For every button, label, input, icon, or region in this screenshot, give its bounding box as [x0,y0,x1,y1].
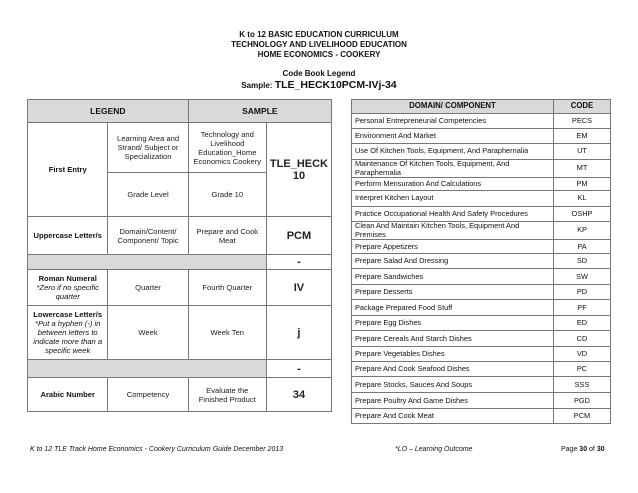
domain-code: PD [554,285,611,300]
code-column-header: CODE [554,100,611,114]
domain-table [351,99,611,424]
domain-name: Prepare Egg Dishes [352,316,554,331]
footer-doc-title: K to 12 TLE Track Home Economics - Cookery Curriculum Guide December 2013 [30,446,284,453]
page-current: 30 [579,446,588,453]
uppercase-label: Uppercase Letter/s [28,217,108,255]
sample-code: TLE_HECK10PCM-IVj-34 [274,79,397,91]
domain-row [352,377,611,393]
domain-cell: Domain/Content/ Component/ Topic [108,217,188,255]
code-book-title: Code Book Legend [282,69,356,78]
roman-numeral-note: *Zero if no specific quarter [36,283,99,301]
specialization-title: HOME ECONOMICS - COOKERY [257,50,381,59]
domain-column-header: DOMAIN/ COMPONENT [352,100,554,114]
domain-code: PF [554,300,611,316]
domain-name: Use Of Kitchen Tools, Equipment, And Paraphernalia [352,144,554,160]
sample-label: Sample: [241,81,275,90]
domain-name: Practice Occupational Health And Safety Procedures [352,207,554,222]
curriculum-title: K to 12 BASIC EDUCATION CURRICULUM [239,30,399,39]
hyphen-separator-2: - [266,360,331,378]
domain-code: PGD [554,393,611,409]
domain-name: Prepare Desserts [352,285,554,300]
footer-lo-note: *LO – Learning Outcome [395,446,473,453]
domain-row [352,240,611,254]
domain-name: Package Prepared Food Stuff [352,300,554,316]
sample-header: SAMPLE [188,100,331,123]
domain-code: VD [554,347,611,362]
competency-code: 34 [266,378,331,412]
learning-area-cell: Learning Area and Strand/ Subject or Specialization [108,123,188,173]
roman-numeral-label [28,270,108,306]
hyphen-separator: - [266,255,331,270]
page-of: of [587,446,597,453]
first-entry-label: First Entry [28,123,108,217]
separator-row [28,255,267,270]
quarter-code: IV [266,270,331,306]
lowercase-label [28,306,108,360]
domain-code: PCM [266,217,331,255]
domain-row [352,178,611,191]
domain-code: MT [554,160,611,178]
arabic-number-label: Arabic Number [28,378,108,412]
domain-row [352,347,611,362]
page-prefix: Page [561,446,580,453]
domain-name: Interpret Kitchen Layout [352,191,554,207]
quarter-sample: Fourth Quarter [188,270,266,306]
domain-name: Prepare Poultry And Game Dishes [352,393,554,409]
domain-code: SD [554,254,611,269]
domain-row [352,207,611,222]
domain-row [352,285,611,300]
domain-code: KP [554,222,611,240]
domain-code: EM [554,129,611,144]
domain-code: PECS [554,114,611,129]
domain-row [352,269,611,285]
legend-table [27,99,332,412]
domain-row [352,409,611,424]
domain-name: Environment And Market [352,129,554,144]
page-number [561,445,605,454]
domain-code: CD [554,331,611,347]
legend-header: LEGEND [28,100,189,123]
domain-code: OSHP [554,207,611,222]
roman-numeral-title: Roman Numeral [38,274,97,283]
domain-name: Prepare And Cook Seafood Dishes [352,362,554,377]
domain-row [352,160,611,178]
domain-name: Prepare Stocks, Sauces And Soups [352,377,554,393]
domain-name: Perform Mensuration And Calculations [352,178,554,191]
domain-name: Prepare Cereals And Starch Dishes [352,331,554,347]
week-cell: Week [108,306,188,360]
domain-row [352,114,611,129]
domain-row [352,191,611,207]
domain-name: Prepare Appetizers [352,240,554,254]
subject-title: TECHNOLOGY AND LIVELIHOOD EDUCATION [231,40,407,49]
week-code: j [266,306,331,360]
lowercase-note: *Put a hyphen (-) in between letters to indicate more than a specific week [33,319,103,355]
domain-name: Personal Entrepreneurial Competencies [352,114,554,129]
first-entry-code: TLE_HECK 10 [266,123,331,217]
domain-code: ED [554,316,611,331]
domain-row [352,316,611,331]
grade-level-cell: Grade Level [108,173,188,217]
domain-row [352,393,611,409]
domain-row [352,254,611,269]
domain-code: SSS [554,377,611,393]
grade-sample: Grade 10 [188,173,266,217]
domain-name: Maintenance Of Kitchen Tools, Equipment, And Paraphernalia [352,160,554,178]
domain-code: KL [554,191,611,207]
competency-cell: Competency [108,378,188,412]
domain-code: UT [554,144,611,160]
domain-row [352,144,611,160]
domain-name: Prepare Salad And Dressing [352,254,554,269]
domain-row [352,222,611,240]
domain-code: PA [554,240,611,254]
domain-name: Clean And Maintain Kitchen Tools, Equipment And Premises [352,222,554,240]
learning-area-sample: Technology and Livelihood Education_Home Economics Cookery [188,123,266,173]
domain-name: Prepare Vegetables Dishes [352,347,554,362]
domain-name: Prepare And Cook Meat [352,409,554,424]
page-total: 30 [596,446,605,453]
competency-sample: Evaluate the Finished Product [188,378,266,412]
week-sample: Week Ten [188,306,266,360]
quarter-cell: Quarter [108,270,188,306]
domain-row [352,362,611,377]
domain-code: PC [554,362,611,377]
domain-name: Prepare Sandwiches [352,269,554,285]
domain-code: PCM [554,409,611,424]
domain-row [352,331,611,347]
domain-code: SW [554,269,611,285]
domain-sample: Prepare and Cook Meat [188,217,266,255]
lowercase-title: Lowercase Letter/s [33,310,103,319]
separator-row-2 [28,360,267,378]
domain-row [352,129,611,144]
domain-code: PM [554,178,611,191]
domain-row [352,300,611,316]
sample-line [0,79,638,92]
